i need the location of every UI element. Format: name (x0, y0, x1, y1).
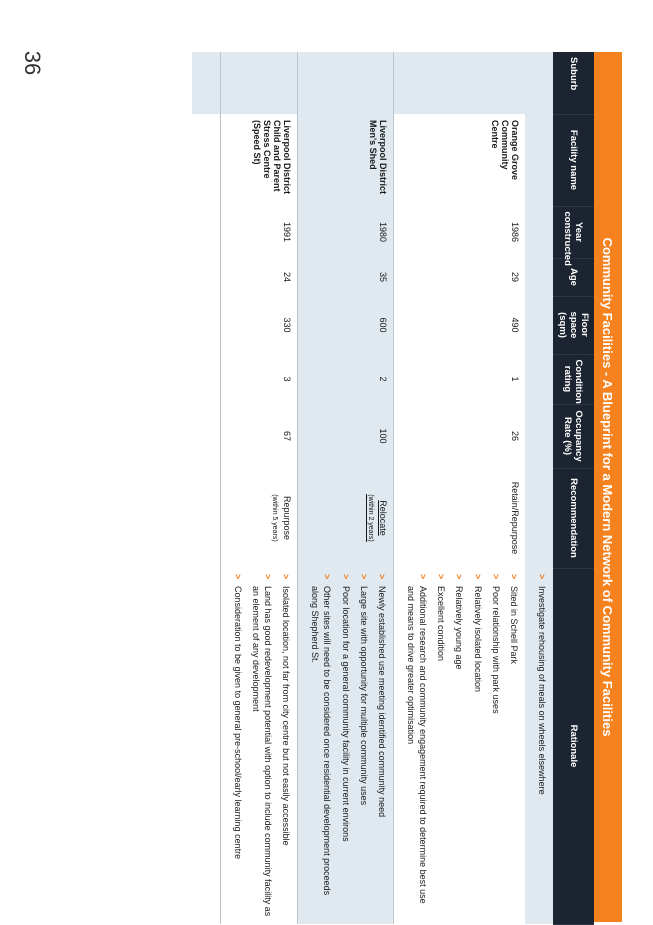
condition-rating: 3 (220, 354, 298, 404)
chevron-right-icon: > (537, 574, 547, 580)
recommendation-note: (within 2 years) (366, 494, 374, 542)
header-age: Age (553, 258, 594, 296)
chevron-right-icon: > (281, 574, 292, 580)
age: 24 (220, 258, 298, 296)
page-title: Community Facilities - A Blueprint for a Modern Network of Community Facilities (594, 52, 622, 922)
occupancy-rate: 100 (298, 404, 394, 468)
facility-name: Liverpool District Men's Shed (298, 114, 394, 206)
occupancy-rate: 67 (220, 404, 298, 468)
rationale-item: > Sited in Schell Park (508, 574, 519, 665)
facility-name: Orange Grove Community Centre (393, 114, 524, 206)
table-header-row (553, 52, 594, 924)
header-recommendation: Recommendation (553, 468, 594, 568)
floor-space: 600 (298, 296, 394, 354)
rationale-item: > Land has good redevelopment potential with option to include community facility as an element of any development (250, 574, 274, 917)
year-constructed: 1986 (393, 206, 524, 258)
header-suburb: Suburb (553, 52, 594, 114)
rationale-item: > Excellent condition (436, 574, 447, 662)
chevron-right-icon: > (340, 574, 351, 580)
header-condition-rating: Condition rating (553, 354, 594, 404)
chevron-right-icon: > (263, 574, 274, 580)
rationale-item: > Relatively isolated location (472, 574, 483, 693)
occupancy-rate: 26 (393, 404, 524, 468)
year-constructed: 1980 (298, 206, 394, 258)
header-rationale: Rationale (553, 568, 594, 924)
rationale-item: > Relatively young age (454, 574, 465, 670)
recommendation-note: (within 5 years) (271, 494, 279, 542)
chevron-right-icon: > (322, 574, 333, 580)
table-row (393, 52, 524, 924)
rotated-page-content (42, 52, 622, 922)
chevron-right-icon: > (418, 574, 429, 580)
rationale-item: > Consideration to be given to general pre-school/early learning centre (232, 574, 243, 860)
rationale-item: > Newly established use meeting identified community need (376, 574, 387, 818)
chevron-right-icon: > (358, 574, 369, 580)
rationale-item: > Isolated location, not far from city centre but not easily accessible (281, 574, 292, 846)
rationale-item: > Additional research and community engagement required to determine best use and means to drive greater optimisation (406, 574, 429, 904)
chevron-right-icon: > (454, 574, 465, 580)
age: 35 (298, 258, 394, 296)
age: 29 (393, 258, 524, 296)
rationale-item: > Poor relationship with park uses (490, 574, 501, 714)
rationale-item: > Large site with opportunity for multiple community uses (358, 574, 369, 806)
header-floor-space: Floor space (sqm) (553, 296, 594, 354)
recommendation: Relocate (377, 500, 388, 536)
rationale-item: > Other sites will need to be considered once residential development proceeds along Shepherd St. (310, 574, 333, 896)
floor-space: 330 (220, 296, 298, 354)
chevron-right-icon: > (490, 574, 501, 580)
recommendation: Repurpose (282, 495, 293, 541)
rationale-item: > Investigate rehousing of meals on wheels elsewhere (537, 574, 547, 795)
facility-name: Liverpool District Child and Parent Stress Centre (Speed St) (220, 114, 298, 206)
chevron-right-icon: > (376, 574, 387, 580)
table-row (298, 52, 394, 924)
header-year-constructed: Year constructed (553, 206, 594, 258)
header-facility-name: Facility name (553, 114, 594, 206)
chevron-right-icon: > (472, 574, 483, 580)
recommendation: Retain/Repurpose (509, 481, 520, 555)
chevron-right-icon: > (436, 574, 447, 580)
header-occupancy-rate: Occupancy Rate (%) (553, 404, 594, 468)
page-number: 36 (20, 50, 45, 76)
chevron-right-icon: > (232, 574, 243, 580)
table-row (220, 52, 298, 924)
table-row-continuation (525, 52, 553, 924)
chevron-right-icon: > (508, 574, 519, 580)
floor-space: 490 (393, 296, 524, 354)
year-constructed: 1991 (220, 206, 298, 258)
condition-rating: 1 (393, 354, 524, 404)
condition-rating: 2 (298, 354, 394, 404)
facilities-table (192, 52, 594, 925)
rationale-item: > Poor location for a general community facility in current environs (340, 574, 351, 842)
